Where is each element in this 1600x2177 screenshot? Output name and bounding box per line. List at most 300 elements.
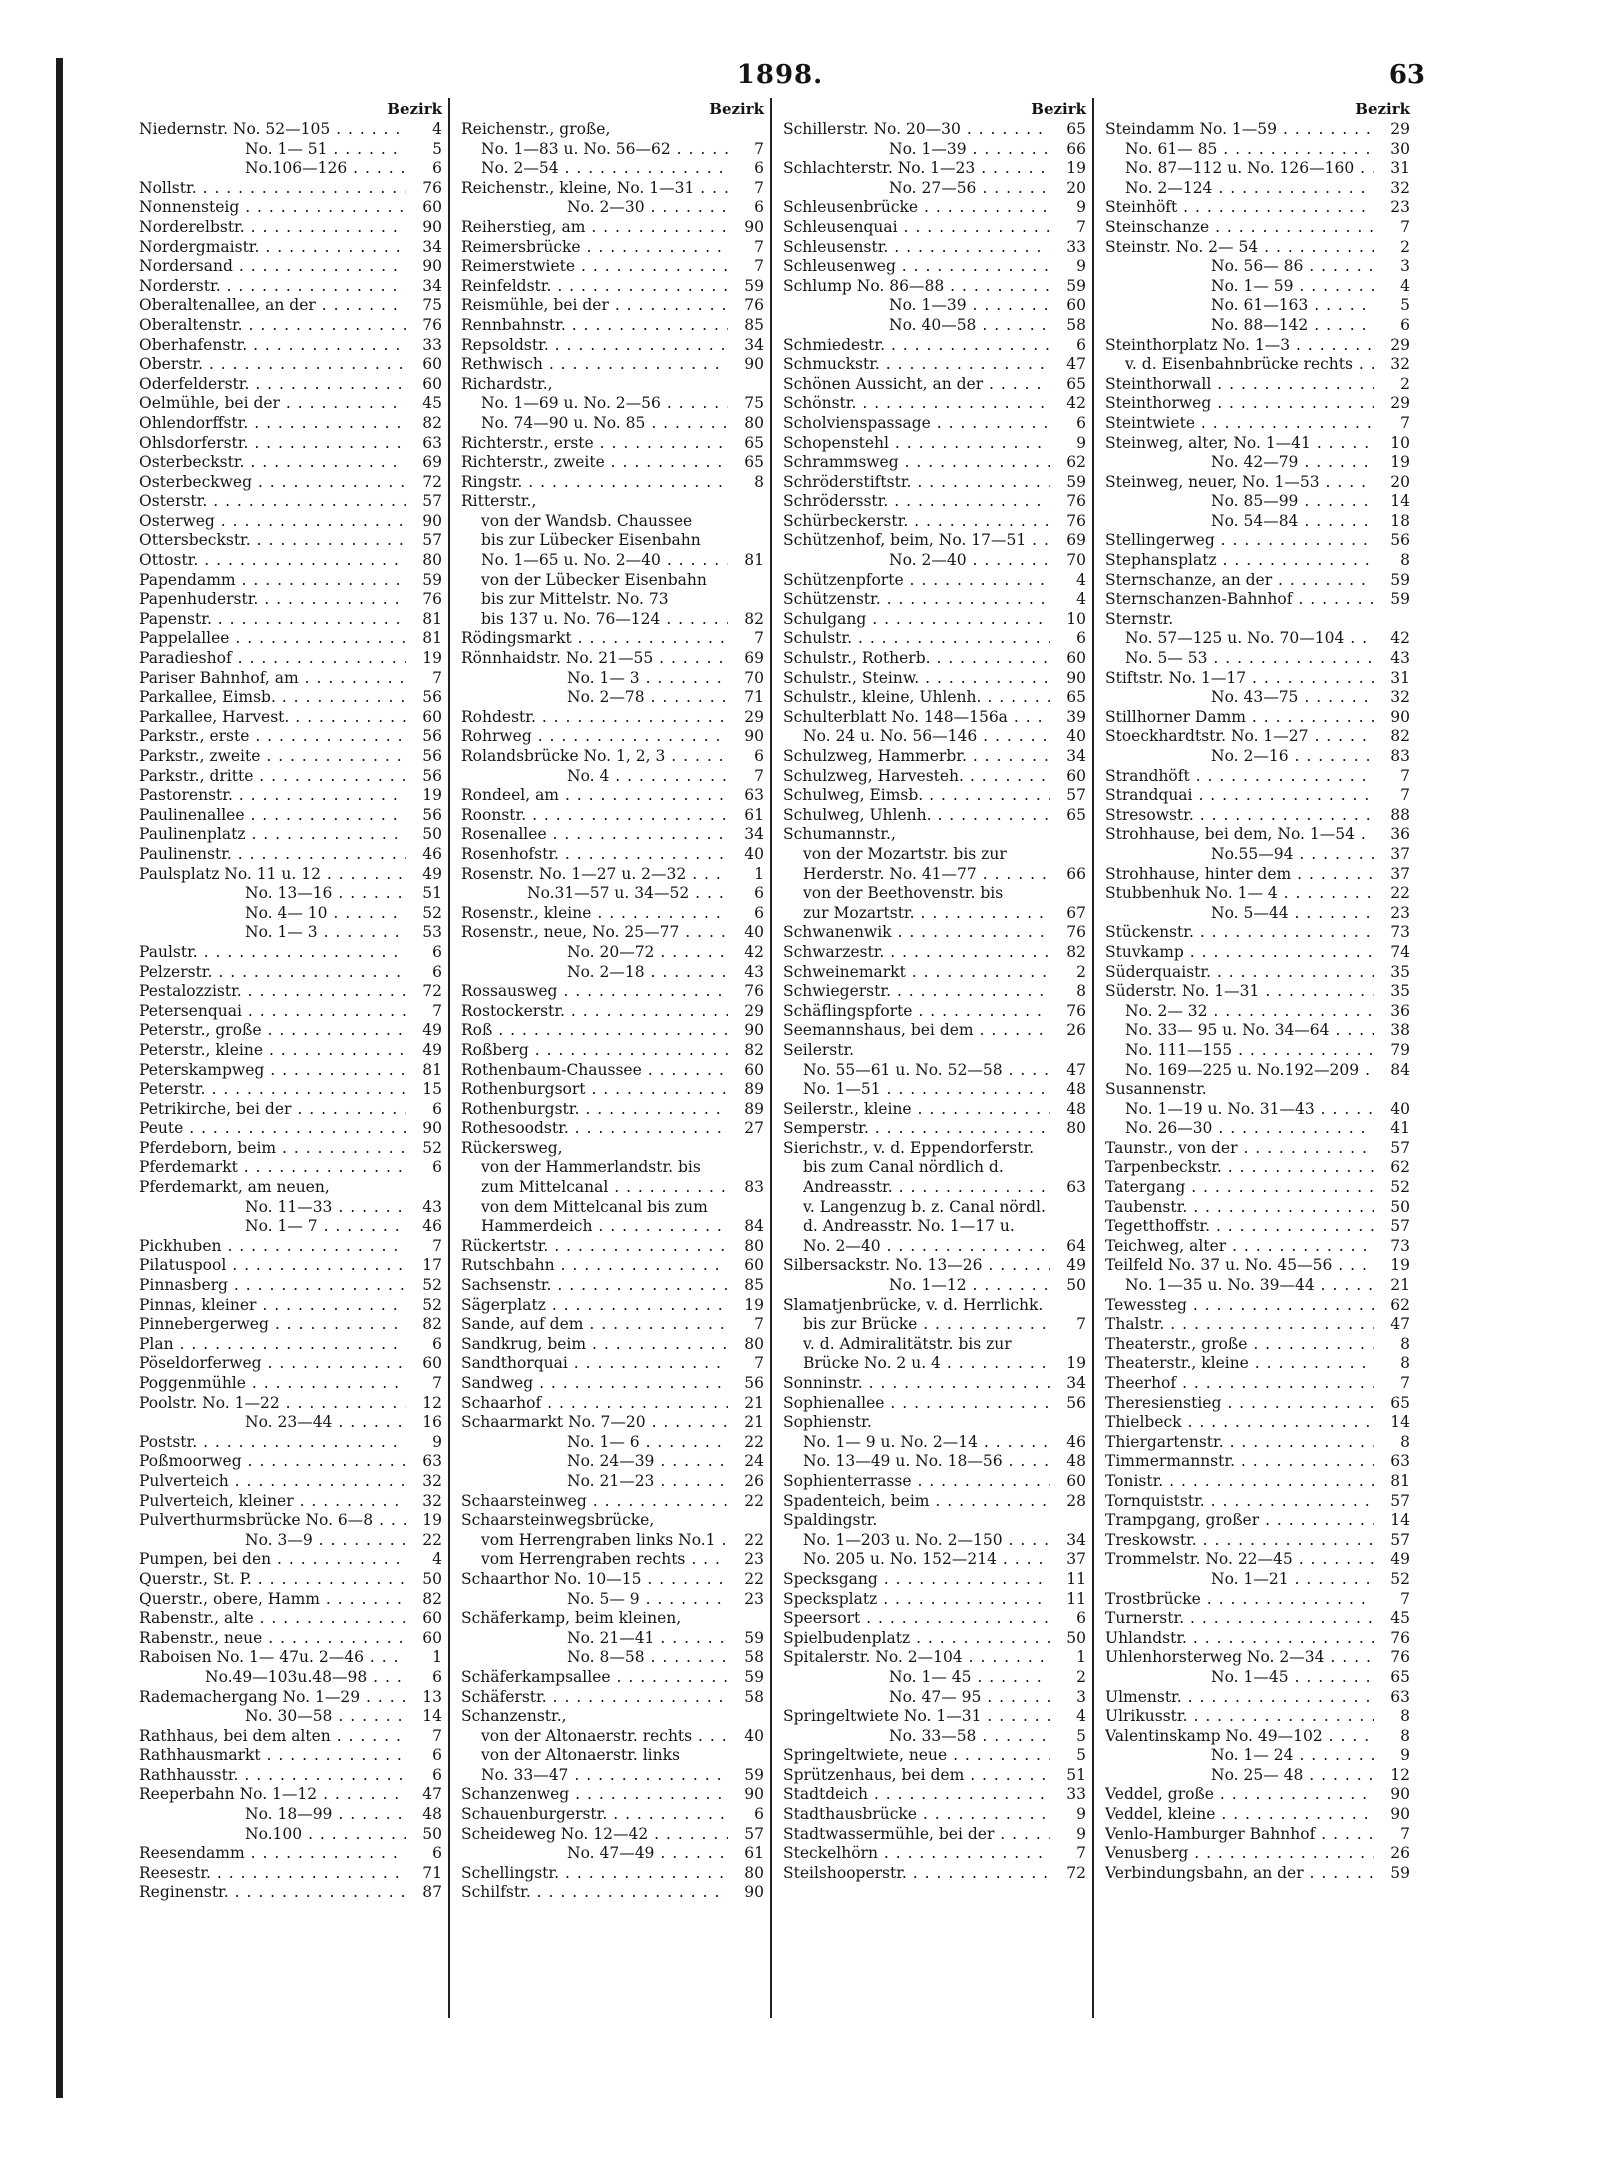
street-entry [1101,375,1412,395]
street-name: Schwarzestr. . . . [783,943,1050,963]
district-number: 76 [1052,492,1086,512]
street-name: No. 33— 95 u. No. 34—64 . . . [1125,1021,1374,1041]
street-name: v. Langenzug b. z. Canal nördl. [803,1197,1046,1216]
district-number: 32 [1376,688,1410,708]
district-number: 6 [1052,414,1086,434]
district-number: 59 [1052,277,1086,297]
district-number: 49 [408,865,442,885]
directory-page [135,58,1425,2058]
district-number: 34 [408,238,442,258]
street-name: No. 205 u. No. 152—214 . . . [803,1550,1050,1570]
district-number: 43 [408,1198,442,1218]
district-number: 7 [1052,1844,1086,1864]
street-entry [457,1805,766,1825]
district-number: 7 [730,257,764,277]
street-entry [779,1061,1088,1081]
street-entry [779,943,1088,963]
district-number: 90 [1376,708,1410,728]
street-entry [135,1570,444,1590]
district-number: 42 [730,943,764,963]
district-number: 45 [1376,1609,1410,1629]
street-entry [1101,1492,1412,1512]
street-entry [779,1413,1088,1433]
street-name: No.31—57 u. 34—52 . . . [527,884,728,904]
district-number: 49 [408,1021,442,1041]
street-entry [135,1707,444,1727]
district-number: 60 [1052,649,1086,669]
street-name: No. 5— 9 . . . [567,1590,728,1610]
street-entry [457,669,766,689]
district-number: 90 [408,218,442,238]
street-name: zum Mittelcanal . . . [481,1178,728,1198]
street-name: Schauenburgerstr. . . . [461,1805,728,1825]
street-entry [1101,159,1412,179]
street-name: No. 2—40 . . . [803,1237,1050,1257]
street-entry [779,825,1088,845]
district-number: 30 [1376,140,1410,160]
district-number: 60 [408,1609,442,1629]
street-name: No.106—126 . . . [245,159,406,179]
street-entry [1101,727,1412,747]
street-name: Sternstr. [1105,609,1174,628]
street-name: Stadthausbrücke . . . [783,1805,1050,1825]
street-entry [135,1139,444,1159]
street-entry [1101,1217,1412,1237]
street-entry [779,1864,1088,1884]
street-name: Sophienallee . . . [783,1394,1050,1414]
district-number: 6 [408,1100,442,1120]
street-name: No. 26—30 . . . [1125,1119,1374,1139]
street-entry [135,1394,444,1414]
street-name: Taunstr., von der . . . [1105,1139,1374,1159]
street-entry [457,727,766,747]
street-name: Ulrikusstr. . . . [1105,1707,1374,1727]
street-entry [779,1629,1088,1649]
street-name: Pulverthurmsbrücke No. 6—8 . . . [139,1511,406,1531]
street-name: Steilshooperstr. . . . [783,1864,1050,1884]
street-entry [779,904,1088,924]
district-number: 90 [730,218,764,238]
district-number: 9 [1052,257,1086,277]
district-number: 9 [1052,1825,1086,1845]
street-name: Peterstr., kleine . . . [139,1041,406,1061]
district-number: 19 [408,649,442,669]
district-number: 90 [1052,669,1086,689]
district-number: 52 [408,1276,442,1296]
district-number: 50 [1052,1276,1086,1296]
district-number: 19 [1052,1354,1086,1374]
street-name: von der Altonaerstr. links [481,1746,680,1765]
street-entry [135,1609,444,1629]
district-number: 6 [408,1668,442,1688]
street-entry [1101,1727,1412,1747]
district-number: 4 [1052,571,1086,591]
district-number: 62 [1052,453,1086,473]
street-entry [779,120,1088,140]
street-name: No. 1—45 . . . [1211,1668,1374,1688]
district-number: 6 [1052,336,1086,356]
street-entry [457,140,766,160]
street-name: No. 1—39 . . . [889,140,1050,160]
district-number: 59 [730,277,764,297]
street-name: Strandhöft . . . [1105,767,1374,787]
district-number: 47 [1052,1061,1086,1081]
street-entry [1101,1531,1412,1551]
street-entry [457,1785,766,1805]
district-number: 42 [1376,629,1410,649]
street-entry [1101,1139,1412,1159]
page-year: 1898. [736,60,824,90]
district-number: 23 [1376,198,1410,218]
street-entry [135,1217,444,1237]
district-number: 46 [408,845,442,865]
district-number: 7 [1052,1315,1086,1335]
street-entry [1101,767,1412,787]
street-entry [1101,610,1412,630]
district-number: 29 [1376,394,1410,414]
street-name: Tornquiststr. . . . [1105,1492,1374,1512]
street-name: No. 85—99 . . . [1211,492,1374,512]
street-entry [779,1335,1088,1355]
street-name: No. 40—58 . . . [889,316,1050,336]
district-number: 60 [730,1061,764,1081]
district-number: 76 [408,590,442,610]
street-name: No. 24 u. No. 56—146 . . . [803,727,1050,747]
street-entry [457,1570,766,1590]
street-entry [779,629,1088,649]
street-entry [1101,1080,1412,1100]
district-number: 58 [730,1648,764,1668]
street-name: Schulzweg, Hammerbr. . . . [783,747,1050,767]
street-name: No. 74—90 u. No. 85 . . . [481,414,728,434]
street-entry [779,1707,1088,1727]
district-number: 82 [408,1315,442,1335]
street-entry [1101,1550,1412,1570]
street-entry [779,1746,1088,1766]
street-name: Schulweg, Eimsb. . . . [783,786,1050,806]
street-entry [1101,649,1412,669]
district-number: 16 [408,1413,442,1433]
street-entry [1101,1237,1412,1257]
street-name: Theerhof . . . [1105,1374,1374,1394]
street-name: Sternschanzen-Bahnhof . . . [1105,590,1374,610]
district-number: 7 [730,767,764,787]
district-number: 34 [1052,1531,1086,1551]
street-name: Rabenstr., alte . . . [139,1609,406,1629]
district-number: 82 [408,414,442,434]
street-entry [779,277,1088,297]
district-number: 4 [1376,277,1410,297]
street-name: Paradieshof . . . [139,649,406,669]
district-number: 57 [730,1825,764,1845]
district-number: 14 [408,1707,442,1727]
district-number: 56 [408,747,442,767]
district-number: 2 [1376,238,1410,258]
street-entry [135,1354,444,1374]
street-name: Pinnebergerweg . . . [139,1315,406,1335]
street-name: Querstr., obere, Hamm . . . [139,1590,406,1610]
street-name: Schrödersstr. . . . [783,492,1050,512]
street-name: No. 2—40 . . . [889,551,1050,571]
street-name: Slamatjenbrücke, v. d. Herrlichk. [783,1295,1044,1314]
street-entry [1101,1041,1412,1061]
street-entry [135,1198,444,1218]
district-number: 22 [408,1531,442,1551]
district-number: 26 [1052,1021,1086,1041]
street-name: Steinthorweg . . . [1105,394,1374,414]
street-entry [135,1511,444,1531]
district-number: 8 [1376,1354,1410,1374]
street-name: Tatergang . . . [1105,1178,1374,1198]
district-number: 83 [1376,747,1410,767]
district-number: 76 [408,179,442,199]
street-name: Rosenstr. No. 1—27 u. 2—32 . . . [461,865,728,885]
street-name: Tewessteg . . . [1105,1296,1374,1316]
street-name: No. 1—83 u. No. 56—62 . . . [481,140,728,160]
district-number: 7 [1376,1825,1410,1845]
street-name: Veddel, große . . . [1105,1785,1374,1805]
street-name: Schumannstr., [783,825,896,844]
street-entry [779,179,1088,199]
district-number: 23 [1376,904,1410,924]
street-entry [1101,845,1412,865]
district-number: 22 [730,1531,764,1551]
district-number: 67 [1052,904,1086,924]
street-name: Querstr., St. P. . . . [139,1570,406,1590]
street-name: No. 2—30 . . . [567,198,728,218]
street-entry [135,747,444,767]
street-entry [457,414,766,434]
district-number: 48 [1052,1452,1086,1472]
street-entry [135,1433,444,1453]
street-entry [1101,590,1412,610]
street-name: Repsoldstr. . . . [461,336,728,356]
street-entry [779,1158,1088,1178]
district-number: 90 [408,1119,442,1139]
district-number: 82 [1376,727,1410,747]
street-entry [1101,708,1412,728]
street-name: bis zur Lübecker Eisenbahn [481,531,701,550]
street-entry [135,1648,444,1668]
street-name: Nordergmaistr. . . . [139,238,406,258]
street-entry [1101,1766,1412,1786]
district-number: 56 [408,767,442,787]
street-name: Roßberg . . . [461,1041,728,1061]
street-entry [779,238,1088,258]
street-name: Theaterstr., kleine . . . [1105,1354,1374,1374]
street-name: Treskowstr. . . . [1105,1531,1374,1551]
street-name: Steinstr. No. 2— 54 . . . [1105,238,1374,258]
street-entry [457,492,766,512]
district-number: 82 [730,610,764,630]
district-number: 6 [730,747,764,767]
street-entry [1101,1061,1412,1081]
street-name: Oberaltenstr. . . . [139,316,406,336]
street-name: No. 1—69 u. No. 2—56 . . . [481,394,728,414]
street-name: Hammerdeich . . . [481,1217,728,1237]
street-entry [457,120,766,140]
street-entry [457,1746,766,1766]
street-entry [779,963,1088,983]
street-entry [457,1727,766,1747]
street-entry [457,1452,766,1472]
street-name: No. 13—49 u. No. 18—56 . . . [803,1452,1050,1472]
street-entry [779,1452,1088,1472]
street-entry [1101,1256,1412,1276]
district-number: 8 [1376,1727,1410,1747]
street-name: Rutschbahn . . . [461,1256,728,1276]
district-number: 90 [1376,1805,1410,1825]
street-entry [457,1237,766,1257]
street-entry [457,786,766,806]
street-name: Springeltwiete, neue . . . [783,1746,1050,1766]
street-name: No. 88—142 . . . [1211,316,1374,336]
street-name: Peterstr., große . . . [139,1021,406,1041]
street-name: Schulstr., Steinw. . . . [783,669,1050,689]
street-entry [1101,1785,1412,1805]
street-name: Parkstr., erste . . . [139,727,406,747]
street-entry [1101,336,1412,356]
street-name: Spaldingstr. [783,1511,878,1530]
street-name: Pestalozzistr. . . . [139,982,406,1002]
street-entry [457,610,766,630]
street-name: No. 1—65 u. No. 2—40 . . . [481,551,728,571]
district-number: 90 [730,727,764,747]
street-entry [457,1825,766,1845]
district-number: 40 [730,923,764,943]
district-number: 57 [1376,1139,1410,1159]
district-number: 20 [1052,179,1086,199]
street-name: Pinnas, kleiner . . . [139,1296,406,1316]
street-entry [1101,238,1412,258]
street-entry [135,531,444,551]
district-number: 36 [1376,1002,1410,1022]
district-number: 85 [730,316,764,336]
street-entry [135,414,444,434]
district-number: 26 [730,1472,764,1492]
district-number: 58 [730,1688,764,1708]
street-name: Spadenteich, beim . . . [783,1492,1050,1512]
street-entry [1101,786,1412,806]
street-entry [135,1021,444,1041]
district-number: 7 [730,1354,764,1374]
street-name: Reesendamm . . . [139,1844,406,1864]
street-entry [779,1276,1088,1296]
street-entry [1101,473,1412,493]
street-name: Steckelhörn . . . [783,1844,1050,1864]
street-name: Sandkrug, beim . . . [461,1335,728,1355]
district-number: 7 [730,179,764,199]
street-name: No. 61—163 . . . [1211,296,1374,316]
street-name: vom Herrengraben rechts . . . [481,1550,728,1570]
street-list [1101,120,1412,1883]
district-number: 8 [1376,1707,1410,1727]
district-number: 7 [408,1727,442,1747]
street-entry [135,1844,444,1864]
district-number: 34 [1052,1374,1086,1394]
district-number: 66 [1052,865,1086,885]
column-4 [1101,98,1416,2018]
street-entry [1101,669,1412,689]
street-entry [457,963,766,983]
street-entry [779,669,1088,689]
street-name: Steinweg, neuer, No. 1—53 . . . [1105,473,1374,493]
district-number: 7 [730,1315,764,1335]
district-number: 5 [1376,296,1410,316]
street-name: zur Mozartstr. . . . [803,904,1050,924]
district-number: 72 [408,473,442,493]
district-number: 81 [408,629,442,649]
street-entry [457,473,766,493]
district-number: 6 [408,1158,442,1178]
street-entry [1101,1119,1412,1139]
district-number: 76 [1052,512,1086,532]
street-name: Süderstr. No. 1—31 . . . [1105,982,1374,1002]
street-entry [457,571,766,591]
district-number: 28 [1052,1492,1086,1512]
street-name: Seemannshaus, bei dem . . . [783,1021,1050,1041]
street-entry [1101,982,1412,1002]
street-entry [135,1727,444,1747]
street-name: Trommelstr. No. 22—45 . . . [1105,1550,1374,1570]
district-number: 6 [730,884,764,904]
street-name: Pöseldorferweg . . . [139,1354,406,1374]
district-number: 52 [408,1296,442,1316]
district-number: 6 [1052,1609,1086,1629]
district-number: 1 [408,1648,442,1668]
street-name: Rothenbaum-Chaussee . . . [461,1061,728,1081]
district-number: 7 [408,1002,442,1022]
street-entry [1101,1296,1412,1316]
district-number: 11 [1052,1590,1086,1610]
street-name: Sprützenhaus, bei dem . . . [783,1766,1050,1786]
district-number: 74 [1376,943,1410,963]
street-name: Uhlandstr. . . . [1105,1629,1374,1649]
district-number: 2 [1052,963,1086,983]
street-name: No. 1—12 . . . [889,1276,1050,1296]
district-number: 60 [1052,1472,1086,1492]
street-name: Parkstr., zweite . . . [139,747,406,767]
street-name: No. 57—125 u. No. 70—104 . . . [1125,629,1374,649]
street-entry [779,1198,1088,1218]
district-number: 76 [1376,1629,1410,1649]
street-name: No. 1— 24 . . . [1211,1746,1374,1766]
district-number: 65 [1376,1394,1410,1414]
district-number: 6 [408,1746,442,1766]
street-entry [1101,531,1412,551]
street-entry [457,982,766,1002]
street-entry [779,434,1088,454]
street-name: Schwanenwik . . . [783,923,1050,943]
street-name: Timmermannstr. . . . [1105,1452,1374,1472]
street-entry [135,336,444,356]
street-entry [457,1080,766,1100]
district-number: 33 [408,336,442,356]
street-entry [457,904,766,924]
district-number: 56 [1376,531,1410,551]
district-number: 7 [1052,218,1086,238]
street-name: Roonstr. . . . [461,806,728,826]
street-entry [779,806,1088,826]
district-number: 57 [1376,1531,1410,1551]
street-name: Schäferstr. . . . [461,1688,728,1708]
street-entry [779,1805,1088,1825]
district-number: 56 [1052,1394,1086,1414]
district-number: 19 [1376,1256,1410,1276]
district-number: 76 [730,982,764,1002]
district-number: 21 [1376,1276,1410,1296]
district-number: 12 [408,1394,442,1414]
